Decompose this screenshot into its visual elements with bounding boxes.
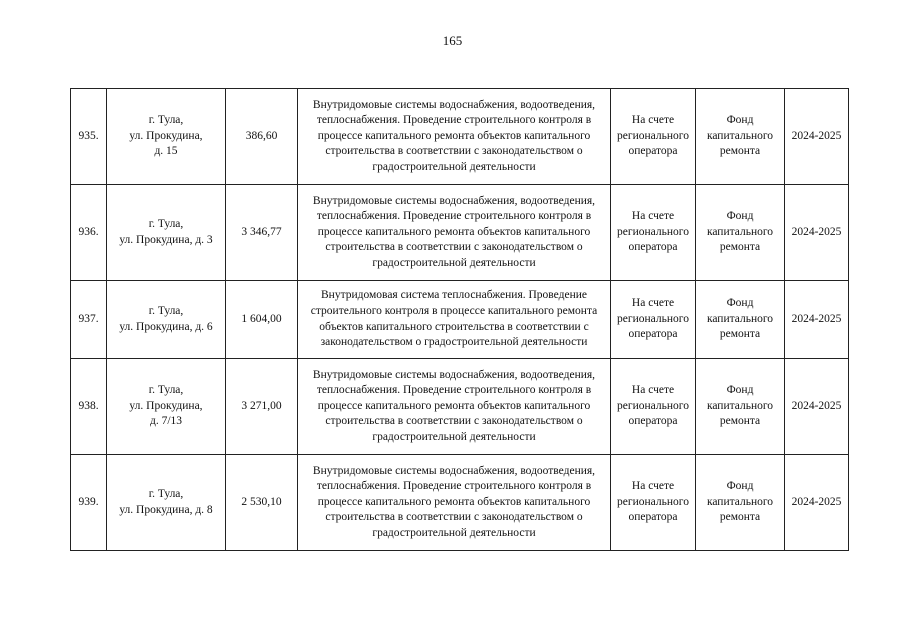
work-description-cell: Внутридомовые системы водоснабжения, водоотведения, теплоснабжения. Проведение строительного контроля в процессе капитального ремонта объектов капитального строительства в соответствии с законодательством о градостроительной деятельности — [298, 89, 611, 185]
table-row — [71, 281, 849, 359]
row-number: 939. — [71, 455, 107, 551]
address-cell — [107, 359, 226, 455]
fund-cell: Фонд капитального ремонта — [696, 89, 785, 185]
row-number: 937. — [71, 281, 107, 359]
address-line: г. Тула, — [148, 304, 184, 317]
table-row — [71, 185, 849, 281]
account-cell: На счете регионального оператора — [611, 185, 696, 281]
address-line: г. Тула, — [148, 384, 184, 397]
page-number: 165 — [442, 33, 463, 48]
repair-program-table — [70, 88, 849, 551]
address-line: ул. Прокудина, д. 8 — [119, 503, 213, 516]
address-cell — [107, 455, 226, 551]
table-row — [71, 359, 849, 455]
account-cell: На счете регионального оператора — [611, 359, 696, 455]
work-description-cell: Внутридомовая система теплоснабжения. Проведение строительного контроля в процессе капитального ремонта объектов капитального строительства в соответствии с законодательством о градостроительной деятельности — [298, 281, 611, 359]
address-line: ул. Прокудина, — [129, 399, 203, 412]
address-cell — [107, 185, 226, 281]
row-number: 938. — [71, 359, 107, 455]
area-cell: 3 346,77 — [226, 185, 298, 281]
row-number: 935. — [71, 89, 107, 185]
fund-cell: Фонд капитального ремонта — [696, 185, 785, 281]
account-cell: На счете регионального оператора — [611, 455, 696, 551]
table-row — [71, 89, 849, 185]
area-cell: 386,60 — [226, 89, 298, 185]
address-line: ул. Прокудина, д. 6 — [119, 320, 213, 333]
work-description-cell: Внутридомовые системы водоснабжения, водоотведения, теплоснабжения. Проведение строительного контроля в процессе капитального ремонта объектов капитального строительства в соответствии с законодательством о градостроительной деятельности — [298, 185, 611, 281]
address-line: ул. Прокудина, д. 3 — [119, 233, 213, 246]
area-cell: 3 271,00 — [226, 359, 298, 455]
address-line: д. 7/13 — [149, 415, 183, 428]
period-cell: 2024-2025 — [785, 455, 849, 551]
fund-cell: Фонд капитального ремонта — [696, 359, 785, 455]
area-cell: 2 530,10 — [226, 455, 298, 551]
account-cell: На счете регионального оператора — [611, 89, 696, 185]
work-description-cell: Внутридомовые системы водоснабжения, водоотведения, теплоснабжения. Проведение строительного контроля в процессе капитального ремонта объектов капитального строительства в соответствии с законодательством о градостроительной деятельности — [298, 359, 611, 455]
row-number: 936. — [71, 185, 107, 281]
address-line: г. Тула, — [148, 487, 184, 500]
period-cell: 2024-2025 — [785, 89, 849, 185]
address-line: ул. Прокудина, — [129, 129, 203, 142]
address-line: г. Тула, — [148, 217, 184, 230]
fund-cell: Фонд капитального ремонта — [696, 455, 785, 551]
period-cell: 2024-2025 — [785, 185, 849, 281]
period-cell: 2024-2025 — [785, 281, 849, 359]
area-cell: 1 604,00 — [226, 281, 298, 359]
address-line: г. Тула, — [148, 114, 184, 127]
fund-cell: Фонд капитального ремонта — [696, 281, 785, 359]
address-cell — [107, 89, 226, 185]
work-description-cell: Внутридомовые системы водоснабжения, водоотведения, теплоснабжения. Проведение строительного контроля в процессе капитального ремонта объектов капитального строительства в соответствии с законодательством о градостроительной деятельности — [298, 455, 611, 551]
table-row — [71, 455, 849, 551]
address-line: д. 15 — [154, 145, 178, 158]
account-cell: На счете регионального оператора — [611, 281, 696, 359]
address-cell — [107, 281, 226, 359]
period-cell: 2024-2025 — [785, 359, 849, 455]
